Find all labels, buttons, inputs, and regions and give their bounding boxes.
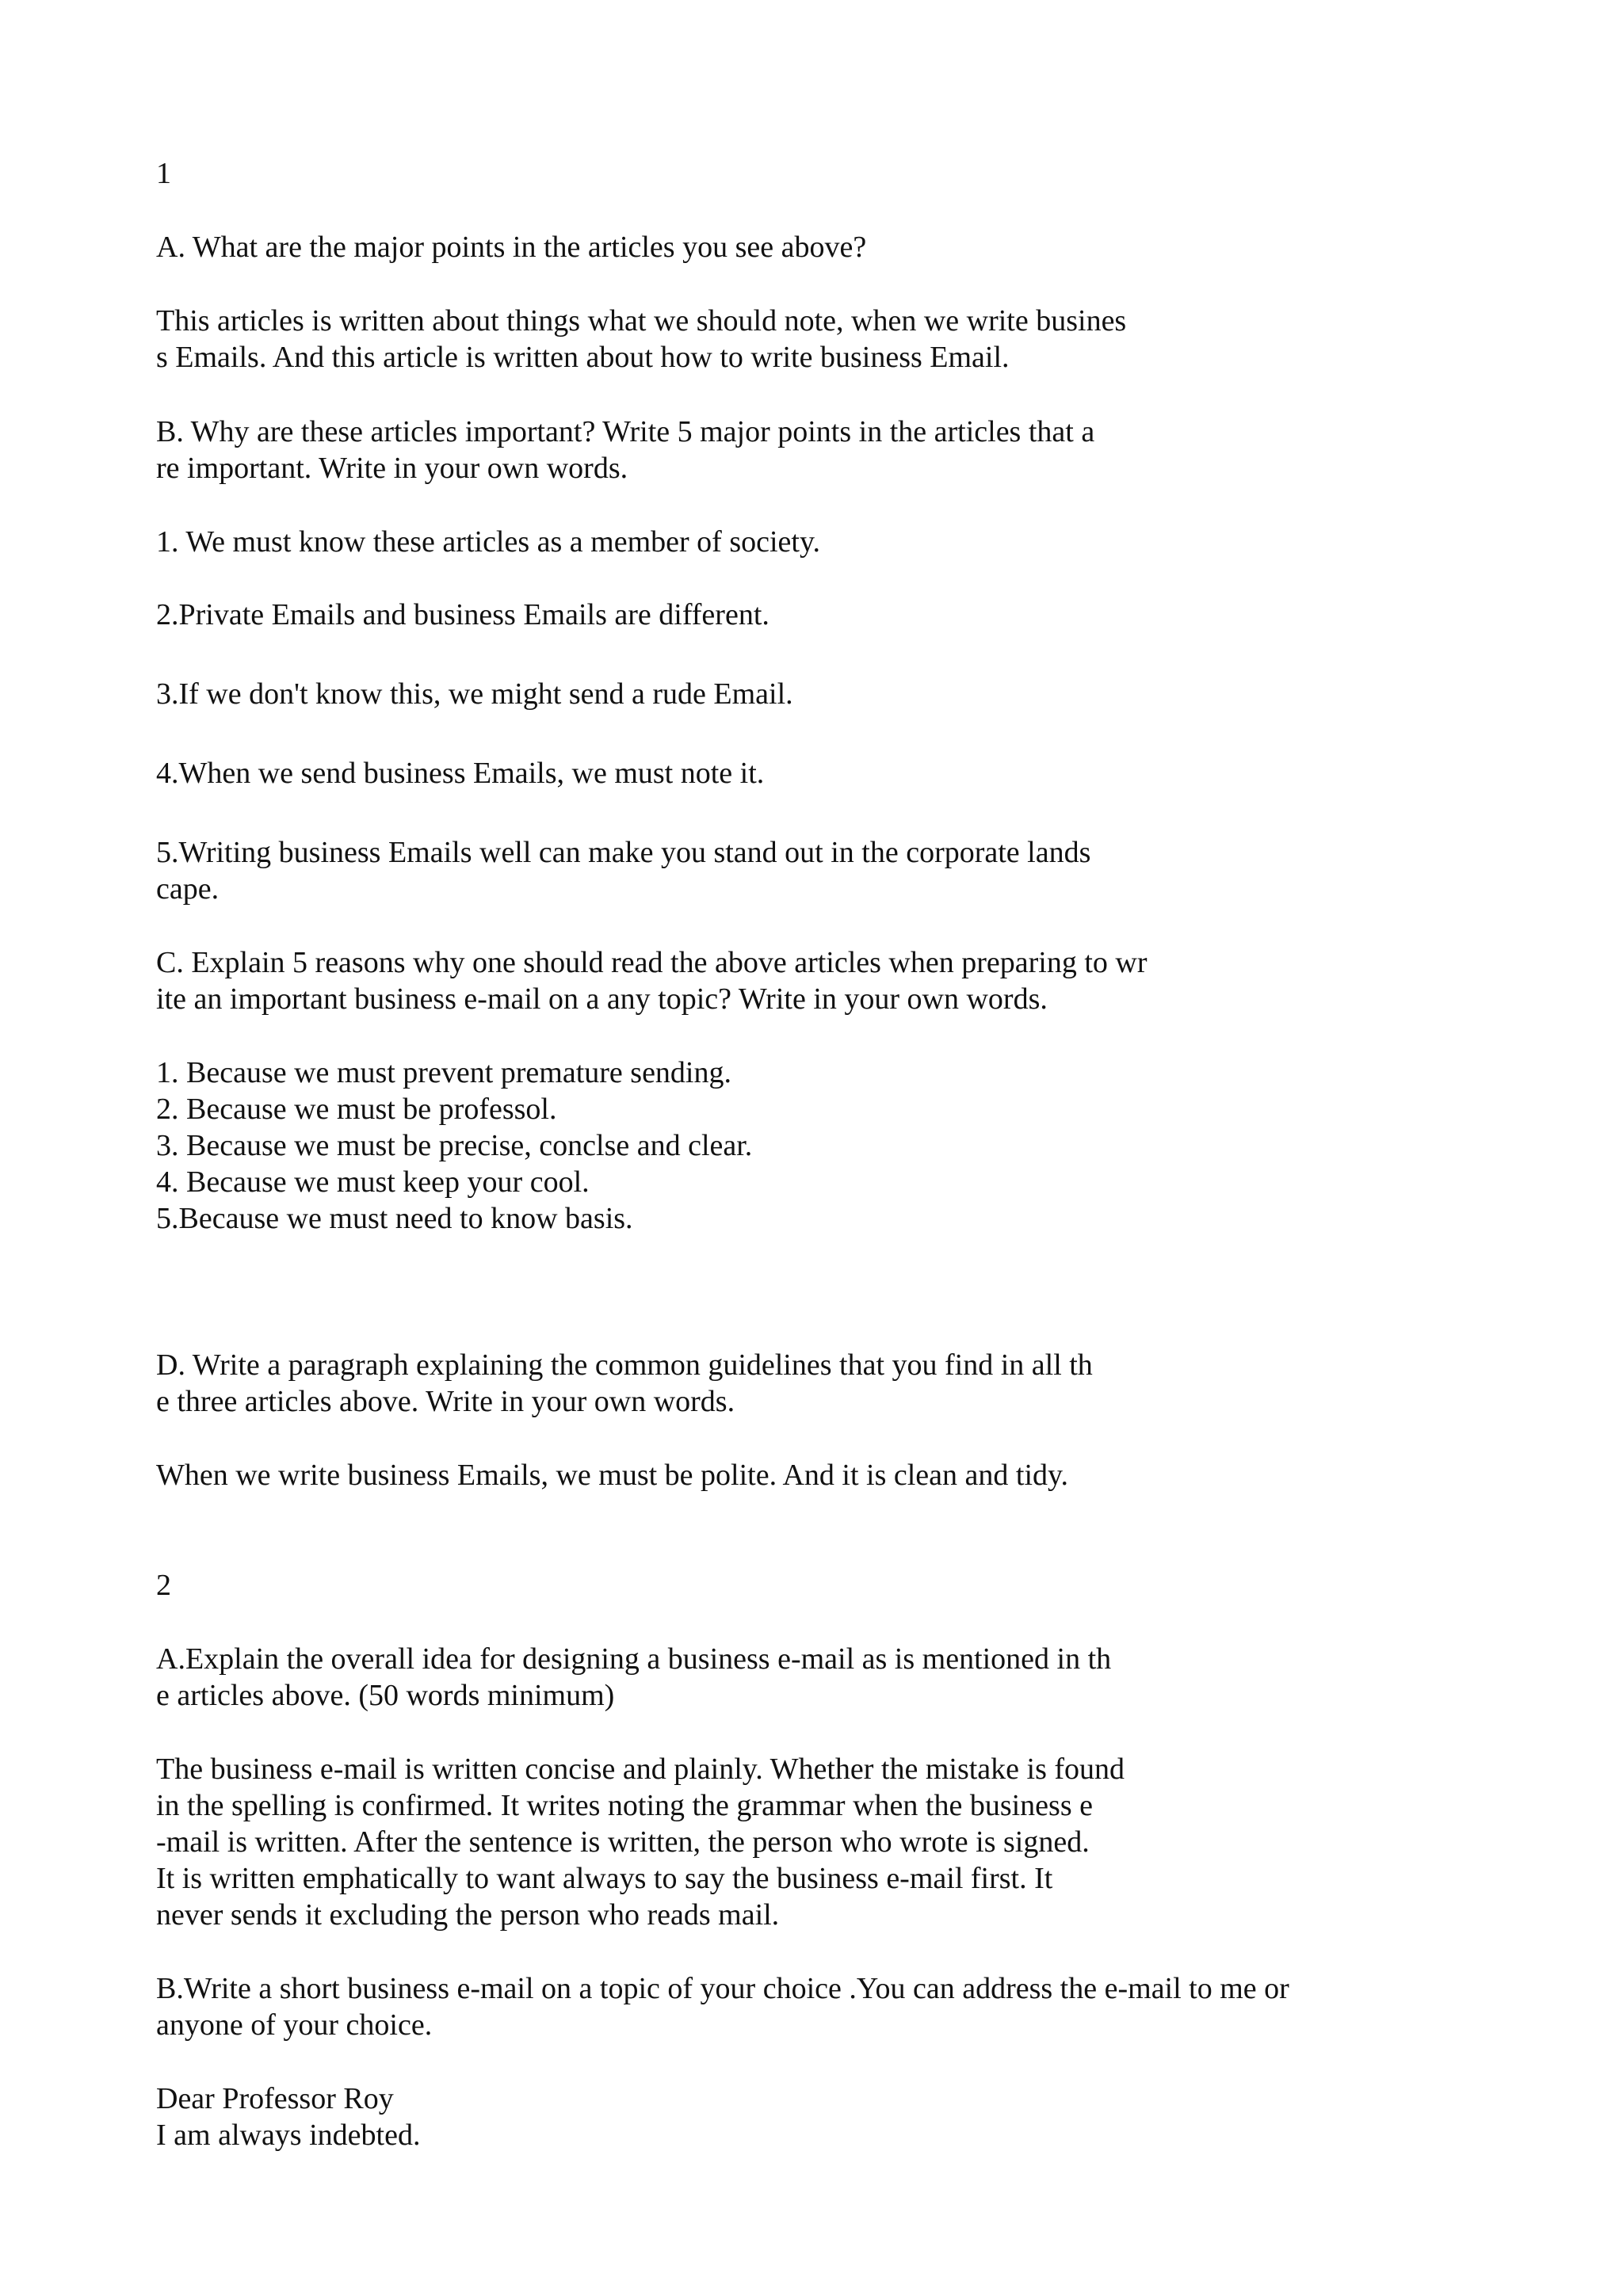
answer-1c-reason-3: 3. Because we must be precise, conclse and clear.	[156, 1129, 753, 1162]
question-1b-line-2: re important. Write in your own words.	[156, 452, 628, 485]
answer-1d: When we write business Emails, we must be polite. And it is clean and tidy.	[156, 1459, 1069, 1492]
answer-2a-line-5: never sends it excluding the person who reads mail.	[156, 1898, 780, 1932]
answer-1b-point-5-cont: cape.	[156, 872, 220, 906]
question-1d-line-2: e three articles above. Write in your own words.	[156, 1385, 735, 1418]
answer-2a-line-1: The business e-mail is written concise and plainly. Whether the mistake is found	[156, 1753, 1125, 1786]
answer-1b-point-4: 4.When we send business Emails, we must note it.	[156, 757, 765, 790]
answer-2a-line-4: It is written emphatically to want always to say the business e-mail first. It	[156, 1862, 1053, 1895]
answer-1b-point-1: 1. We must know these articles as a member of society.	[156, 525, 820, 559]
question-2b-line-2: anyone of your choice.	[156, 2008, 433, 2042]
question-2a-line-2: e articles above. (50 words minimum)	[156, 1679, 615, 1712]
answer-2a-line-2: in the spelling is confirmed. It writes noting the grammar when the business e	[156, 1789, 1093, 1822]
question-1d-line-1: D. Write a paragraph explaining the common guidelines that you find in all th	[156, 1348, 1093, 1382]
answer-1c-reason-5: 5.Because we must need to know basis.	[156, 1202, 633, 1235]
email-salutation: Dear Professor Roy	[156, 2082, 394, 2115]
answer-2a-line-3: -mail is written. After the sentence is written, the person who wrote is signed.	[156, 1825, 1090, 1859]
answer-1b-point-2: 2.Private Emails and business Emails are different.	[156, 598, 769, 631]
section-number-2: 2	[156, 1569, 171, 1602]
question-1c-line-1: C. Explain 5 reasons why one should read the above articles when preparing to wr	[156, 946, 1148, 979]
question-1b-line-1: B. Why are these articles important? Write 5 major points in the articles that a	[156, 415, 1095, 448]
question-2b-line-1: B.Write a short business e-mail on a topic of your choice .You can address the e-mail to me or	[156, 1972, 1289, 2005]
question-1a: A. What are the major points in the articles you see above?	[156, 231, 867, 264]
answer-1a-line-1: This articles is written about things what we should note, when we write busines	[156, 304, 1127, 338]
answer-1c-reason-2: 2. Because we must be professol.	[156, 1093, 557, 1126]
section-number-1: 1	[156, 157, 171, 190]
answer-1a-line-2: s Emails. And this article is written about how to write business Email.	[156, 341, 1010, 374]
answer-1b-point-5: 5.Writing business Emails well can make you stand out in the corporate lands	[156, 836, 1091, 869]
question-1c-line-2: ite an important business e-mail on a any topic? Write in your own words.	[156, 982, 1048, 1016]
answer-1b-point-3: 3.If we don't know this, we might send a rude Email.	[156, 677, 793, 711]
email-body-line: I am always indebted.	[156, 2119, 421, 2152]
answer-1c-reason-1: 1. Because we must prevent premature sending.	[156, 1056, 731, 1089]
question-2a-line-1: A.Explain the overall idea for designing a business e-mail as is mentioned in th	[156, 1642, 1112, 1676]
answer-1c-reason-4: 4. Because we must keep your cool.	[156, 1165, 590, 1199]
